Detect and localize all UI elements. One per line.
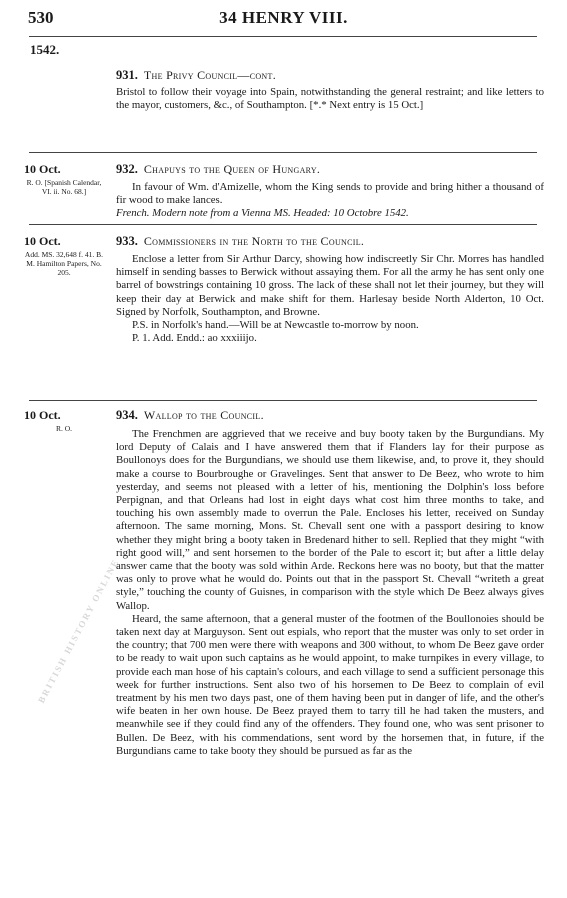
watermark-stamp: BRITISH HISTORY ONLINE — [36, 556, 121, 705]
entry-932-heading — [116, 162, 320, 177]
entry-paragraph: Enclose a letter from Sir Arthur Darcy, showing how indiscreetly Sir Chr. Morres has handled himself in sending basses to Berwick without assaying them. For all the army he has sent only one barrel of bowstrings containing 10 gross. The lack of these shall not let their journey, but they will keep their day at Berwick and make shift for them. Harlesay beside North Alderton, 10 Oct. Signed by Norfolk, Southampton, and Browne. — [116, 253, 544, 318]
entry-title: The Privy Council—cont. — [143, 68, 276, 82]
margin-reference: Add. MS. 32,648 f. 41. B. M. Hamilton Papers, No. 205. — [24, 250, 104, 277]
entry-paragraph: Heard, the same afternoon, that a general muster of the footmen of the Boullonoies should be taken next day at Marguyson. Sent out espials, who report that the muster was only to set order in the country; that 700 men were there with weapons and 300 without, to whom De Beez gave order to be ready to wait upon such captains as he would appoint, to make turnpikes in every village, to provide each man hose of his captain's colours, and each village to send a sufficient personage this week for further instructions. Sent also two of his horsemen to De Beez to complain of evil treatment by his men two days past, one of them having been put in danger of life, and the other's wife beaten in her own house. De Beez prayed them to tarry till he had taken the musters, and meanwhile see if they could find any of the offenders. They found one, who was sent prisoner to Bullen. De Beez, with his commendations, sent word by the horsemen that, in future, if the Burgundians came to take booty they should be pursued as far as the — [116, 612, 544, 757]
running-header — [0, 8, 567, 32]
entry-paragraph: The Frenchmen are aggrieved that we receive and buy booty taken by the Burgundians. My lord Deputy of Calais and I have answered them that if Flanders lay for their purpose as Boullonoys does for the Burgundians, we should use them likewise, and, to prove it, they should make a course to Bourbroughe or Gravelinges. Sent that answer to De Beez, who wrote to him yesterday, and seems not pleased with a letter of his, mentioning the Dolphin's loss before Perpignan, and that Orleans had lost in eight days what cost him three months to take, and touching his own assembly made to overrun the Pale. Encloses his letter, received on Sunday afternoon. The same morning, Mons. St. Chevall sent one with a passport desiring to know whether they might bring a booty taken in Bredenard hither to sell. Replied that they might “with right good will,” and sent horsemen to the border of the Pale to escort it; but after a little delay answer came that the booty was sold within Arde. Reckons here was no booty, but that the matter was only to prove what he would do. Points out that in the passport St. Chevall “writeth a great style,” touching the county of Guisnes, in comparison with the style which De Beez always gives Wallop. — [116, 428, 544, 612]
entry-933-heading — [116, 234, 364, 249]
entry-date: 10 Oct. — [24, 234, 61, 248]
entry-postscript: P.S. in Norfolk's hand.—Will be at Newcastle to-morrow by noon. — [132, 319, 419, 332]
entry-title: Commissioners in the North to the Council. — [143, 234, 365, 248]
margin-reference: R. O. — [55, 424, 73, 433]
entry-931-body — [116, 86, 544, 112]
entry-divider — [29, 224, 537, 225]
entry-divider — [29, 152, 537, 153]
entry-note: French. Modern note from a Vienna MS. Headed: 10 Octobre 1542. — [116, 207, 409, 220]
year-label: 1542. — [30, 42, 60, 57]
page-number: 530 — [28, 8, 54, 27]
entry-paragraph: In favour of Wm. d'Amizelle, whom the King sends to provide and bring hither a thousand of fir wood to make lances. — [116, 181, 544, 207]
header-rule — [29, 36, 537, 37]
running-title: 34 HENRY VIII. — [219, 8, 348, 27]
entry-number: 934. — [116, 408, 138, 422]
entry-note: P. 1. Add. Endd.: ao xxxiiijo. — [132, 332, 257, 345]
entry-933-body — [116, 253, 544, 345]
entry-date: 10 Oct. — [24, 408, 61, 422]
entry-934-heading — [116, 408, 264, 423]
entry-number: 933. — [116, 234, 138, 248]
entry-931-heading — [116, 68, 276, 83]
entry-divider — [29, 400, 537, 401]
entry-date: 10 Oct. — [24, 162, 61, 176]
entry-title: Chapuys to the Queen of Hungary. — [143, 162, 321, 176]
entry-paragraph: Bristol to follow their voyage into Spain, notwithstanding the general restraint; and like letters to the mayor, customers, &c., of Southampton. [*.* Next entry is 15 Oct.] — [116, 86, 544, 112]
entry-932-body — [116, 181, 544, 221]
entry-934-body — [116, 428, 544, 758]
entry-title: Wallop to the Council. — [143, 408, 264, 422]
entry-number: 932. — [116, 162, 138, 176]
entry-number: 931. — [116, 68, 138, 82]
margin-reference: R. O. [Spanish Calendar, VI. ii. No. 68.] — [26, 178, 102, 196]
